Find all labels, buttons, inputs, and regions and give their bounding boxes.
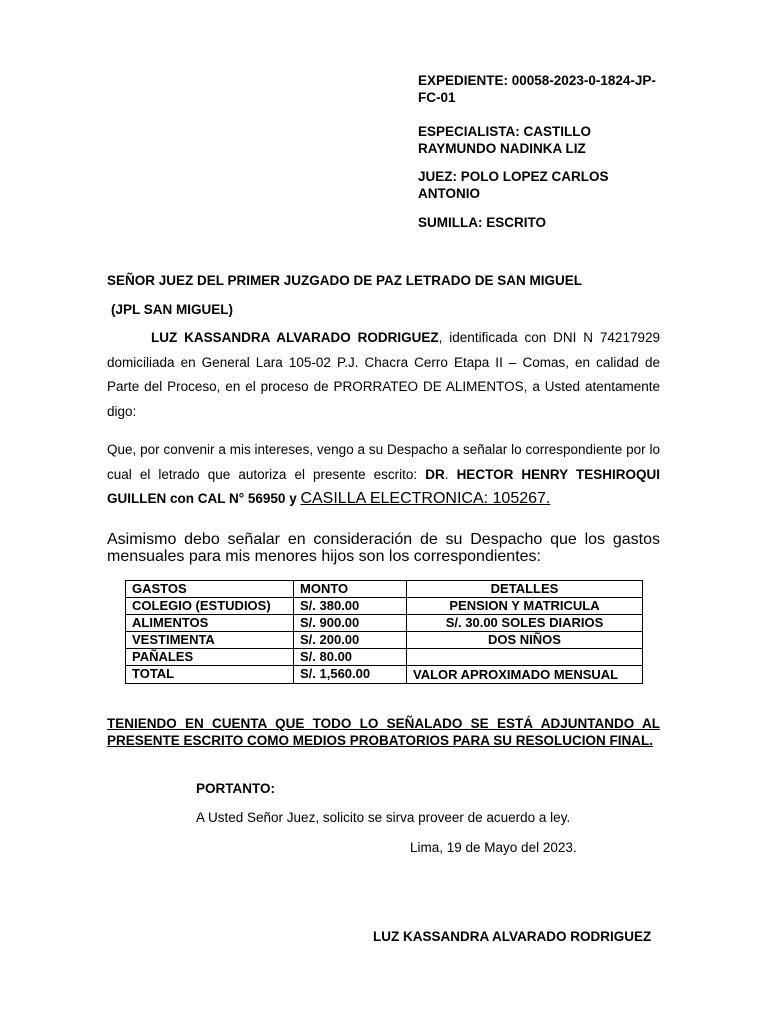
header-gastos: GASTOS: [126, 581, 294, 598]
intro-paragraph: [107, 326, 660, 424]
especialista: ESPECIALISTA: CASTILLO RAYMUNDO NADINKA LIZ: [418, 124, 592, 156]
sumilla: SUMILLA: ESCRITO: [418, 215, 546, 230]
closing-date: Lima, 19 de Mayo del 2023.: [410, 840, 577, 855]
table-row: [126, 649, 643, 666]
table-header-row: [126, 581, 643, 598]
expenses-intro: Asimismo debo señalar en consideración de su Despacho que los gastos mensuales para mis menores hijos son los correspondientes:: [107, 531, 660, 565]
cell-detalle: DOS NIÑOS: [407, 632, 643, 649]
cell-monto: S/. 80.00: [294, 649, 407, 666]
cell-detalle: PENSION Y MATRICULA: [407, 598, 643, 615]
portanto-heading: PORTANTO:: [196, 781, 275, 796]
cell-detalle: S/. 30.00 SOLES DIARIOS: [407, 615, 643, 632]
cell-monto: S/. 200.00: [294, 632, 407, 649]
table-row: [126, 598, 643, 615]
evidence-notice: TENIENDO EN CUENTA QUE TODO LO SEÑALADO SE ESTÁ ADJUNTANDO AL PRESENTE ESCRITO COMO MEDIOS PROBATORIOS PARA SU RESOLUCION FINAL.: [107, 716, 660, 748]
juez: JUEZ: POLO LOPEZ CARLOS ANTONIO: [418, 169, 609, 201]
cell-total-detail: [407, 666, 643, 684]
lawyer-title: DR: [425, 466, 445, 482]
cell-monto: S/. 900.00: [294, 615, 407, 632]
casilla-electronica: CASILLA ELECTRONICA: 105267.: [300, 490, 551, 507]
header-detalles: DETALLES: [407, 581, 643, 598]
petitioner-name: LUZ KASSANDRA ALVARADO RODRIGUEZ: [151, 330, 439, 345]
table-row: [126, 632, 643, 649]
expenses-table: [125, 580, 643, 684]
cell-detalle: [407, 649, 643, 666]
cell-total-label: TOTAL: [126, 666, 294, 684]
addressee-line1: SEÑOR JUEZ DEL PRIMER JUZGADO DE PAZ LETRADO DE SAN MIGUEL: [107, 273, 583, 288]
lawyer-paragraph-text: Que, por convenir a mis intereses, vengo a su Despacho a señalar lo correspondiente por lo cual el letrado que autoriza el presente escrito:: [107, 442, 660, 482]
signature-name: LUZ KASSANDRA ALVARADO RODRIGUEZ: [373, 929, 652, 944]
cell-gasto: VESTIMENTA: [126, 632, 294, 649]
table-row-total: [126, 666, 643, 684]
intro-text: , identificada con DNI N 74217929 domiciliada en General Lara 105-02 P.J. Chacra Cerro Etapa II – Comas, en calidad de Parte del Proceso, en el proceso de PRORRATEO DE ALIMENTOS, a Usted atentamente digo:: [107, 330, 660, 419]
addressee-line2: (JPL SAN MIGUEL): [111, 302, 234, 317]
cell-gasto: PAÑALES: [126, 649, 294, 666]
cell-gasto: ALIMENTOS: [126, 615, 294, 632]
lawyer-name: HECTOR HENRY TESHIROQUI GUILLEN con CAL N° 56950 y: [107, 466, 660, 506]
closing-request: A Usted Señor Juez, solicito se sirva proveer de acuerdo a ley.: [196, 810, 571, 825]
cell-total-detail-text: VALOR APROXIMADO MENSUAL: [413, 667, 619, 682]
lawyer-dot: .: [444, 466, 457, 482]
lawyer-paragraph: [107, 438, 660, 512]
expediente: EXPEDIENTE: 00058-2023-0-1824-JP-FC-01: [418, 73, 656, 105]
cell-monto: S/. 380.00: [294, 598, 407, 615]
table-row: [126, 615, 643, 632]
cell-gasto: COLEGIO (ESTUDIOS): [126, 598, 294, 615]
cell-total-amount: S/. 1,560.00: [294, 666, 407, 684]
header-monto: MONTO: [294, 581, 407, 598]
